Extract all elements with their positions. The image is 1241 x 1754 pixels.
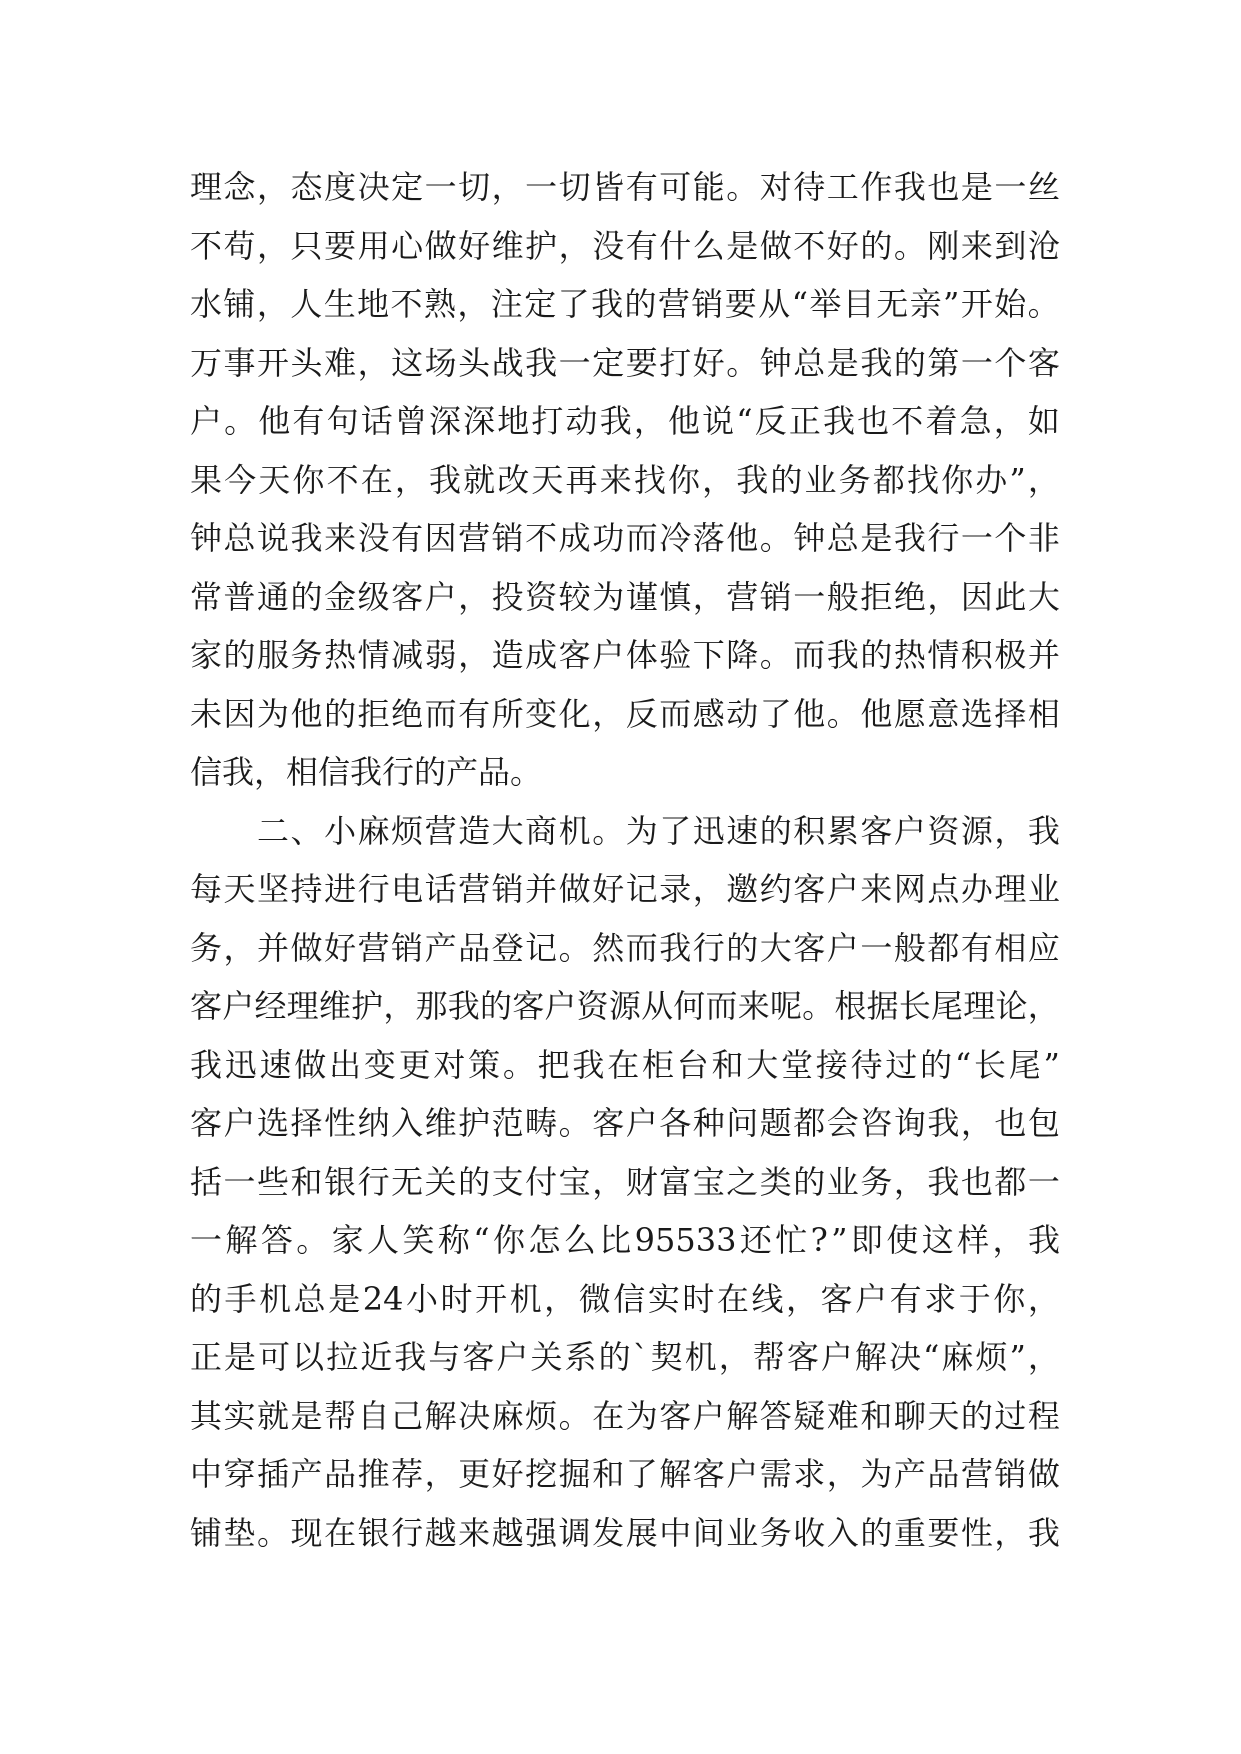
body-text [190, 158, 1060, 1562]
text-line: 铺 垫 。 现 在 银 行 越 来 越 强 调 发 展 中 间 业 务 收 入 的 重 要 性 ， 我 [190, 1513, 1060, 1552]
text-line: 常 普 通 的 金 级 客 户 ， 投 资 较 为 谨 慎 ， 营 销 一 般 拒 绝 ， 因 此 大 [190, 577, 1060, 616]
text-line: 水 铺 ， 人 生 地 不 熟 ， 注 定 了 我 的 营 销 要 从 “ 举 目 无 亲 ” 开 始 。 [190, 285, 1060, 323]
text-line: 万 事 开 头 难 ， 这 场 头 战 我 一 定 要 打 好 。 钟 总 是 我 的 第 一 个 客 [190, 343, 1060, 382]
text-line: 每 天 坚 持 进 行 电 话 营 销 并 做 好 记 录 ， 邀 约 客 户 来 网 点 办 理 业 [190, 870, 1060, 908]
text-line: 客 户 选 择 性 纳 入 维 护 范 畴 。 客 户 各 种 问 题 都 会 咨 询 我 ， 也 包 [190, 1104, 1060, 1142]
text-line: 理 念 ， 态 度 决 定 一 切 ， 一 切 皆 有 可 能 。 对 待 工 作 我 也 是 一 丝 [190, 168, 1060, 206]
text-line: 中 穿 插 产 品 推 荐 ， 更 好 挖 掘 和 了 解 客 户 需 求 ， 为 产 品 营 销 做 [190, 1455, 1060, 1493]
text-line: 一 解 答 。 家 人 笑 称 “ 你 怎 么 比 95533 还 忙 ? ” 即 使 这 样 ， 我 [190, 1221, 1060, 1259]
text-line: 客 户 经 理 维 护 ， 那 我 的 客 户 资 源 从 何 而 来 呢 。 根 据 长 尾 理 论 ， [190, 987, 1060, 1025]
text-line: 信我，相信我行的产品。 [190, 753, 543, 791]
text-line: 钟 总 说 我 来 没 有 因 营 销 不 成 功 而 冷 落 他 。 钟 总 是 我 行 一 个 非 [190, 519, 1060, 557]
text-line: 家 的 服 务 热 情 减 弱 ， 造 成 客 户 体 验 下 降 。 而 我 的 热 情 积 极 并 [190, 636, 1060, 674]
text-line: 二 、 小 麻 烦 营 造 大 商 机 。 为 了 迅 速 的 积 累 客 户 资 源 ， 我 [257, 811, 1060, 850]
text-line: 正 是 可 以 拉 近 我 与 客 户 关 系 的 ` 契 机 ， 帮 客 户 解 决 “ 麻 烦 ” ， [190, 1338, 1060, 1376]
text-line: 括 一 些 和 银 行 无 关 的 支 付 宝 ， 财 富 宝 之 类 的 业 务 ， 我 也 都 一 [190, 1162, 1060, 1201]
text-line: 户 。 他 有 句 话 曾 深 深 地 打 动 我 ， 他 说 “ 反 正 我 也 不 着 急 ， 如 [190, 402, 1060, 440]
text-line: 的 手 机 总 是 24 小 时 开 机 ， 微 信 实 时 在 线 ， 客 户 有 求 于 你 ， [190, 1279, 1060, 1318]
text-line: 务 ， 并 做 好 营 销 产 品 登 记 。 然 而 我 行 的 大 客 户 一 般 都 有 相 应 [190, 928, 1060, 967]
text-line: 未 因 为 他 的 拒 绝 而 有 所 变 化 ， 反 而 感 动 了 他 。 他 愿 意 选 择 相 [190, 694, 1060, 733]
text-line: 其 实 就 是 帮 自 己 解 决 麻 烦 。 在 为 客 户 解 答 疑 难 和 聊 天 的 过 程 [190, 1396, 1060, 1435]
text-line: 不 苟 ， 只 要 用 心 做 好 维 护 ， 没 有 什 么 是 做 不 好 的 。 刚 来 到 沧 [190, 226, 1060, 265]
text-line: 我 迅 速 做 出 变 更 对 策 。 把 我 在 柜 台 和 大 堂 接 待 过 的 “ 长 尾 ” [190, 1045, 1060, 1084]
text-line: 果 今 天 你 不 在 ， 我 就 改 天 再 来 找 你 ， 我 的 业 务 都 找 你 办 ” ， [190, 460, 1060, 499]
